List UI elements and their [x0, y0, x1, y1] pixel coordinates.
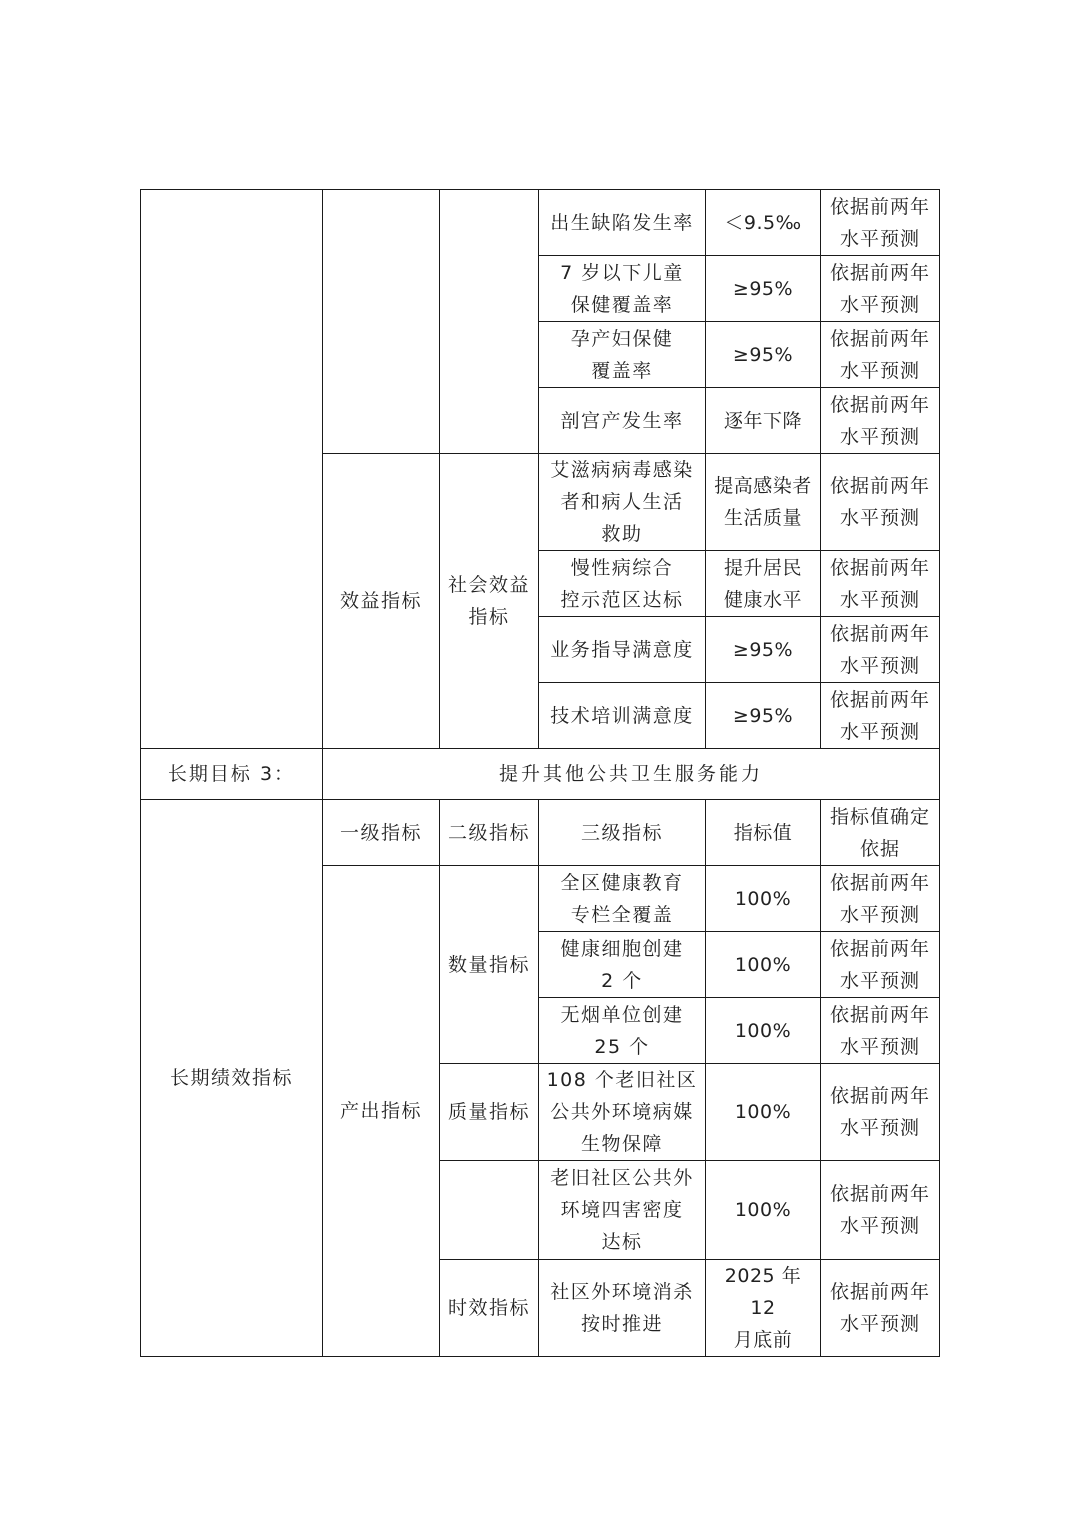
goal3-text: 提升其他公共卫生服务能力: [323, 749, 940, 800]
level2-empty: [440, 1161, 539, 1260]
level3-indicator: 艾滋病病毒感染 者和病人生活 救助: [539, 454, 706, 551]
indicator-basis: 依据前两年 水平预测: [821, 322, 940, 388]
indicator-value: ＜9.5‰: [706, 190, 821, 256]
level3-indicator: 无烟单位创建 25 个: [539, 998, 706, 1064]
indicator-basis: 依据前两年 水平预测: [821, 1064, 940, 1161]
indicator-basis: 依据前两年 水平预测: [821, 617, 940, 683]
level3-indicator: 孕产妇保健 覆盖率: [539, 322, 706, 388]
level3-indicator: 健康细胞创建 2 个: [539, 932, 706, 998]
level3-indicator: 技术培训满意度: [539, 683, 706, 749]
indicator-value: ≥95%: [706, 617, 821, 683]
level3-indicator: 7 岁以下儿童 保健覆盖率: [539, 256, 706, 322]
indicator-basis: 依据前两年 水平预测: [821, 866, 940, 932]
long-term-table: [140, 748, 940, 1357]
indicator-basis: 依据前两年 水平预测: [821, 998, 940, 1064]
indicator-basis: 依据前两年 水平预测: [821, 454, 940, 551]
indicator-value: ≥95%: [706, 256, 821, 322]
indicator-basis: 依据前两年 水平预测: [821, 256, 940, 322]
header-level2: 二级指标: [440, 800, 539, 866]
indicator-basis: 依据前两年 水平预测: [821, 1260, 940, 1357]
indicator-basis: 依据前两年 水平预测: [821, 388, 940, 454]
indicator-basis: 依据前两年 水平预测: [821, 551, 940, 617]
level3-indicator: 业务指导满意度: [539, 617, 706, 683]
indicator-value: 100%: [706, 1161, 821, 1260]
level3-indicator: 出生缺陷发生率: [539, 190, 706, 256]
indicator-value: 100%: [706, 932, 821, 998]
performance-indicator-table: [140, 189, 940, 749]
level2-quality: 质量指标: [440, 1064, 539, 1161]
level2-timeliness: 时效指标: [440, 1260, 539, 1357]
indicator-basis: 依据前两年 水平预测: [821, 190, 940, 256]
continued-level2-cell: [440, 190, 539, 454]
header-value: 指标值: [706, 800, 821, 866]
level3-indicator: 剖宫产发生率: [539, 388, 706, 454]
continued-label-cell: [141, 190, 323, 749]
indicator-basis: 依据前两年 水平预测: [821, 1161, 940, 1260]
level3-indicator: 老旧社区公共外 环境四害密度 达标: [539, 1161, 706, 1260]
indicator-value: ≥95%: [706, 322, 821, 388]
indicator-value: 提升居民 健康水平: [706, 551, 821, 617]
goal-row: [141, 749, 940, 800]
level3-indicator: 慢性病综合 控示范区达标: [539, 551, 706, 617]
header-row: [141, 800, 940, 866]
table-row: [141, 190, 940, 256]
long-term-label: 长期绩效指标: [141, 800, 323, 1357]
indicator-basis: 依据前两年 水平预测: [821, 683, 940, 749]
continued-level1-cell: [323, 190, 440, 454]
header-basis: 指标值确定 依据: [821, 800, 940, 866]
indicator-value: 100%: [706, 866, 821, 932]
indicator-value: ≥95%: [706, 683, 821, 749]
level3-indicator: 社区外环境消杀 按时推进: [539, 1260, 706, 1357]
level1-output: 产出指标: [323, 866, 440, 1357]
level3-indicator: 108 个老旧社区 公共外环境病媒 生物保障: [539, 1064, 706, 1161]
indicator-value: 100%: [706, 998, 821, 1064]
indicator-value: 提高感染者 生活质量: [706, 454, 821, 551]
indicator-value: 2025 年 12 月底前: [706, 1260, 821, 1357]
level1-benefit: 效益指标: [323, 454, 440, 749]
level3-indicator: 全区健康教育 专栏全覆盖: [539, 866, 706, 932]
level2-quantity: 数量指标: [440, 866, 539, 1064]
header-level1: 一级指标: [323, 800, 440, 866]
indicator-value: 100%: [706, 1064, 821, 1161]
goal3-label: 长期目标 3：: [141, 749, 323, 800]
indicator-basis: 依据前两年 水平预测: [821, 932, 940, 998]
header-level3: 三级指标: [539, 800, 706, 866]
indicator-value: 逐年下降: [706, 388, 821, 454]
level2-social-benefit: 社会效益 指标: [440, 454, 539, 749]
